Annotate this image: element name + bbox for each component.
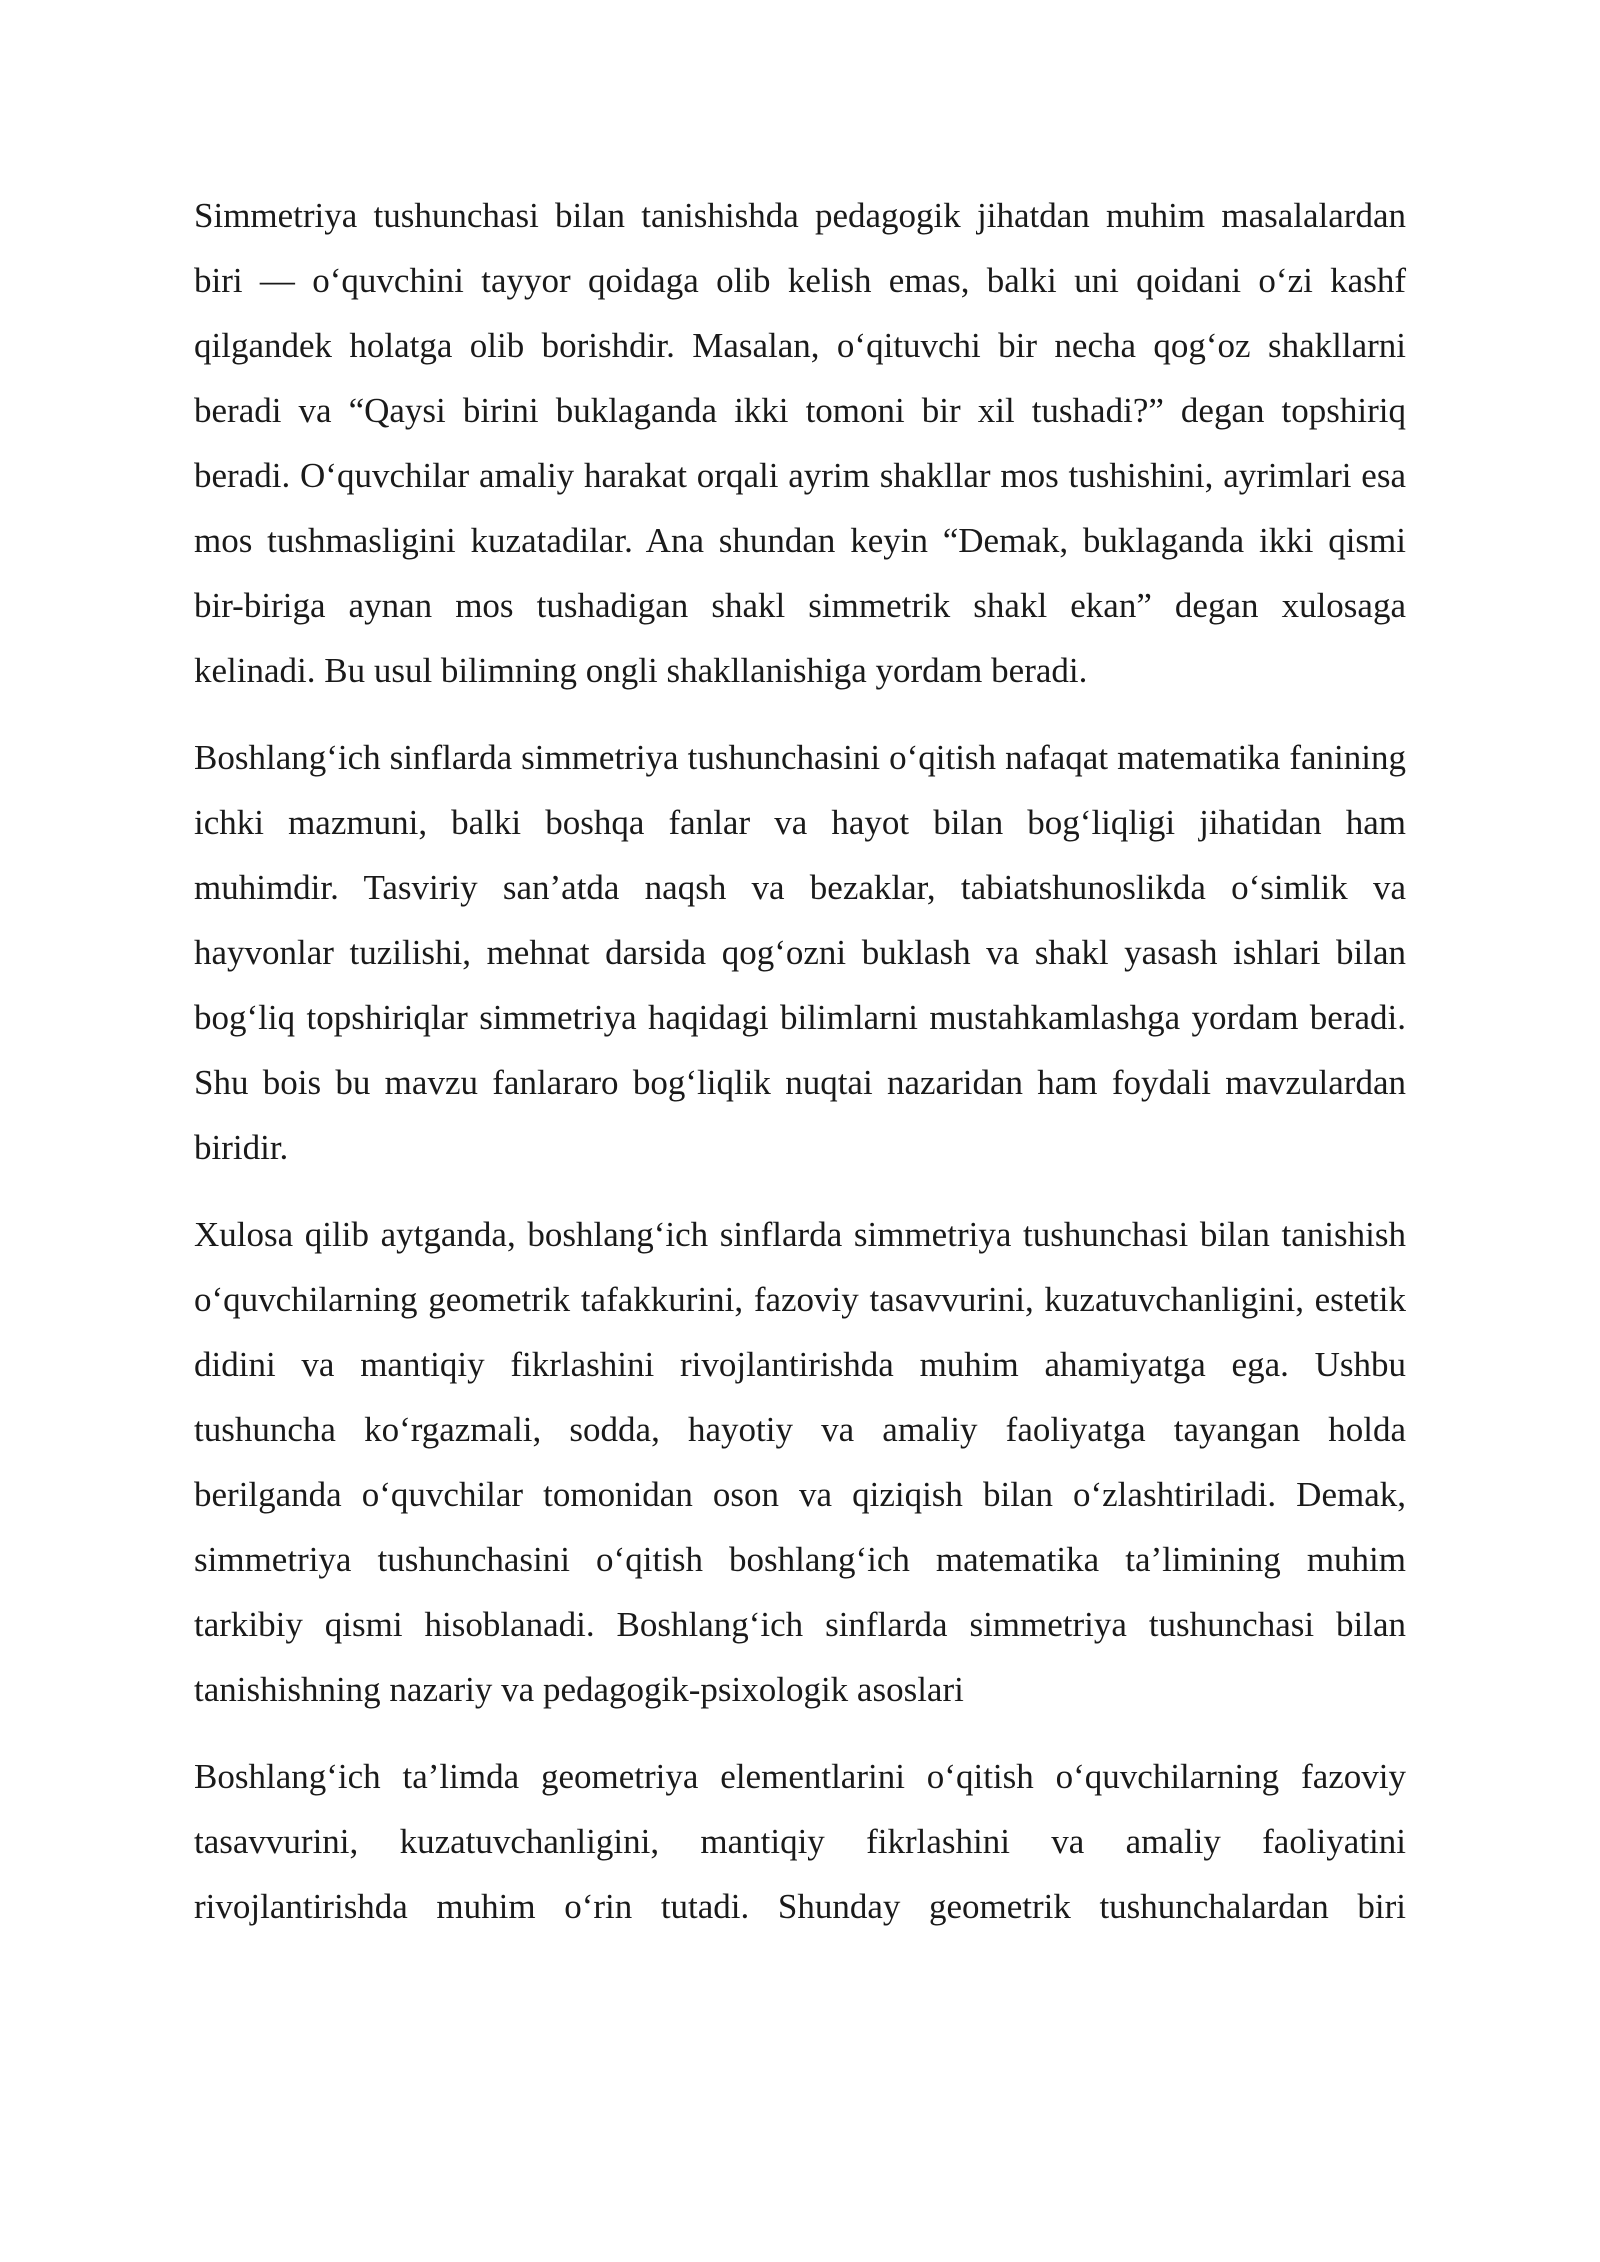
- document-body: [194, 183, 1406, 1961]
- paragraph-1: Simmetriya tushunchasi bilan tanishishda pedagogik jihatdan muhim masalalardan biri — o‘quvchini tayyor qoidaga olib kelish emas, balki uni qoidani o‘zi kashf qilgandek holatga olib borishdir. Masalan, o‘qituvchi bir necha qog‘oz shakllarni beradi va “Qaysi birini buklaganda ikki tomoni bir xil tushadi?” degan topshiriq beradi. O‘quvchilar amaliy harakat orqali ayrim shakllar mos tushishini, ayrimlari esa mos tushmasligini kuzatadilar. Ana shundan keyin “Demak, buklaganda ikki qismi bir-biriga aynan mos tushadigan shakl simmetrik shakl ekan” degan xulosaga kelinadi. Bu usul bilimning ongli shakllanishiga yordam beradi.: [194, 196, 1406, 690]
- paragraph-3: Xulosa qilib aytganda, boshlang‘ich sinflarda simmetriya tushunchasi bilan tanishish o‘quvchilarning geometrik tafakkurini, fazoviy tasavvurini, kuzatuvchanligini, estetik didini va mantiqiy fikrlashini rivojlantirishda muhim ahamiyatga ega. Ushbu tushuncha ko‘rgazmali, sodda, hayotiy va amaliy faoliyatga tayangan holda berilganda o‘quvchilar tomonidan oson va qiziqish bilan o‘zlashtiriladi. Demak, simmetriya tushunchasini o‘qitish boshlang‘ich matematika ta’limining muhim tarkibiy qismi hisoblanadi. Boshlang‘ich sinflarda simmetriya tushunchasi bilan tanishishning nazariy va pedagogik-psixologik asoslari: [194, 1215, 1406, 1709]
- paragraph-4: Boshlang‘ich ta’limda geometriya elementlarini o‘qitish o‘quvchilarning fazoviy tasavvurini, kuzatuvchanligini, mantiqiy fikrlashini va amaliy faoliyatini rivojlantirishda muhim o‘rin tutadi. Shunday geometrik tushunchalardan biri: [194, 1757, 1406, 1926]
- paragraph-2: Boshlang‘ich sinflarda simmetriya tushunchasini o‘qitish nafaqat matematika fanining ichki mazmuni, balki boshqa fanlar va hayot bilan bog‘liqligi jihatidan ham muhimdir. Tasviriy san’atda naqsh va bezaklar, tabiatshunoslikda o‘simlik va hayvonlar tuzilishi, mehnat darsida qog‘ozni buklash va shakl yasash ishlari bilan bog‘liq topshiriqlar simmetriya haqidagi bilimlarni mustahkamlashga yordam beradi. Shu bois bu mavzu fanlararo bog‘liqlik nuqtai nazaridan ham foydali mavzulardan biridir.: [194, 738, 1406, 1167]
